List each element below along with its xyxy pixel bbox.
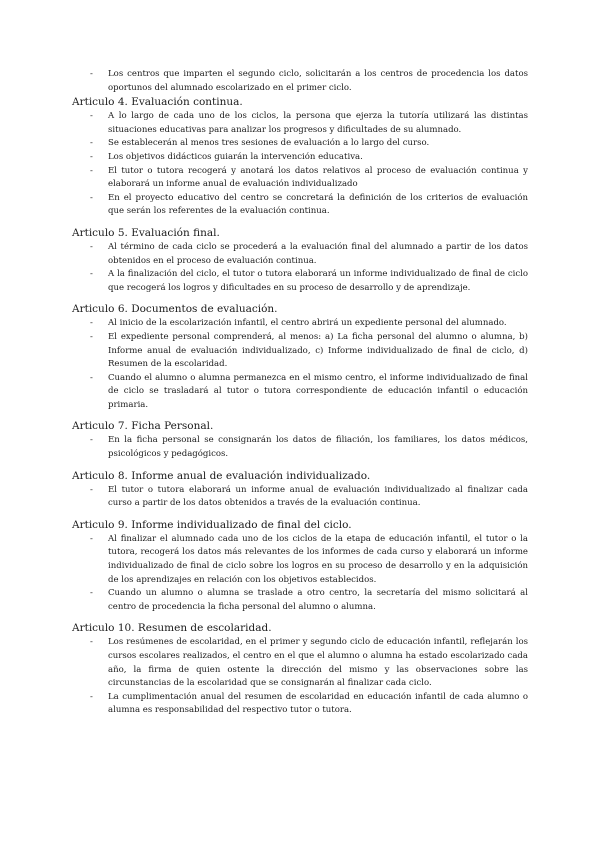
section-articulo-6 bbox=[72, 302, 528, 412]
section-articulo-10 bbox=[72, 621, 528, 718]
bullet-dash: - bbox=[90, 637, 93, 648]
bullet-dash: - bbox=[90, 138, 93, 149]
section-articulo-8 bbox=[72, 469, 528, 511]
list-item bbox=[72, 587, 528, 614]
list-item bbox=[72, 165, 528, 192]
bullet-dash: - bbox=[90, 533, 93, 544]
document-body bbox=[72, 68, 528, 718]
list-item-text: En la ficha personal se consignarán los datos de filiación, los familiares, los datos médicos, psicológicos y pedagógicos. bbox=[108, 435, 528, 460]
bullet-dash: - bbox=[90, 269, 93, 280]
list-item-text: A la finalización del ciclo, el tutor o tutora elaborará un informe individualizado de final de ciclo que recogerá los logros y dificultades en su proceso de desarrollo y de aprendizaje. bbox=[108, 269, 528, 293]
list-item bbox=[72, 68, 528, 95]
bullet-dash: - bbox=[90, 192, 93, 203]
bullet-dash: - bbox=[90, 318, 93, 329]
list-item bbox=[72, 137, 528, 151]
list-item bbox=[72, 110, 528, 137]
list-item bbox=[72, 151, 528, 165]
bullet-dash: - bbox=[90, 331, 93, 342]
section-heading: Articulo 5. Evaluación final. bbox=[72, 226, 220, 239]
list-item-text: Al término de cada ciclo se procederá a la evaluación final del alumnado a partir de los datos obtenidos en el proceso de evaluación continua. bbox=[108, 241, 528, 266]
bullet-dash: - bbox=[90, 69, 93, 79]
list-item-text: La cumplimentación anual del resumen de escolaridad en educación infantil de cada alumno o alumna es responsabilidad del respectivo tutor o tutora. bbox=[108, 691, 528, 716]
section-list bbox=[72, 484, 528, 511]
section-articulo-4 bbox=[72, 95, 528, 219]
list-item bbox=[72, 268, 528, 295]
list-item-text: Al inicio de la escolarización infantil, el centro abrirá un expediente personal del alumnado. bbox=[108, 318, 507, 329]
section-articulo-9 bbox=[72, 518, 528, 615]
section-list bbox=[72, 434, 528, 461]
list-item-text: Cuando un alumno o alumna se traslade a otro centro, la secretaría del mismo solicitará al centro de procedencia la ficha personal del alumno o alumna. bbox=[108, 588, 528, 612]
list-item bbox=[72, 434, 528, 461]
list-item bbox=[72, 372, 528, 413]
list-item-text: Los objetivos didácticos guiarán la intervención educativa. bbox=[108, 151, 363, 162]
list-item-text: Al finalizar el alumnado cada uno de los ciclos de la etapa de educación infantil, el tutor o la tutora, recogerá los datos más relevantes de los informes de cada curso y elaborará un informe individualizado de final de ciclo sobre los logros en su proceso de desarrollo y en la adquisición de los aprendizajes en relación con los objetivos establecidos. bbox=[108, 533, 528, 585]
section-heading: Articulo 6. Documentos de evaluación. bbox=[72, 303, 278, 316]
list-item bbox=[72, 636, 528, 690]
list-item bbox=[72, 331, 528, 372]
bullet-dash: - bbox=[90, 165, 93, 176]
list-item bbox=[72, 533, 528, 587]
list-item-text: Se establecerán al menos tres sesiones de evaluación a lo largo del curso. bbox=[108, 138, 430, 149]
section-articulo-7 bbox=[72, 419, 528, 461]
bullet-dash: - bbox=[90, 435, 93, 446]
list-item-text: El tutor o tutora recogerá y anotará los datos relativos al proceso de evaluación continua y elaborará un informe anual de evaluación individualizado bbox=[108, 165, 528, 190]
section-heading: Articulo 9. Informe individualizado de final del ciclo. bbox=[72, 518, 352, 531]
list-item bbox=[72, 691, 528, 718]
bullet-dash: - bbox=[90, 111, 93, 122]
bullet-dash: - bbox=[90, 372, 93, 383]
list-item-text: En el proyecto educativo del centro se concretará la definición de los criterios de evaluación que serán los referentes de la evaluación continua. bbox=[108, 192, 528, 217]
section-heading: Articulo 7. Ficha Personal. bbox=[72, 420, 214, 433]
list-item-text: El expediente personal comprenderá, al menos: a) La ficha personal del alumno o alumna, b) Informe anual de evaluación individualizado, c) Informe individualizado de final de ciclo, d) Resumen de la escolaridad. bbox=[108, 331, 528, 370]
section-heading: Articulo 4. Evaluación continua. bbox=[72, 96, 243, 109]
list-item bbox=[72, 192, 528, 219]
bullet-dash: - bbox=[90, 588, 93, 599]
list-item-text: A lo largo de cada uno de los ciclos, la persona que ejerza la tutoría utilizará las distintas situaciones educativas para analizar los progresos y dificultades de su alumnado. bbox=[108, 111, 528, 135]
section-list bbox=[72, 636, 528, 718]
bullet-dash: - bbox=[90, 151, 93, 162]
section-list bbox=[72, 110, 528, 219]
section-articulo-5 bbox=[72, 226, 528, 295]
intro-list bbox=[72, 68, 528, 95]
section-list bbox=[72, 317, 528, 412]
section-heading: Articulo 10. Resumen de escolaridad. bbox=[72, 622, 272, 635]
list-item-text: Los resúmenes de escolaridad, en el primer y segundo ciclo de educación infantil, reflejarán los cursos escolares realizados, el centro en el que el alumno o alumna ha estado escolarizado cada año, la firma de quien ostente la dirección del mismo y las observaciones sobre las circunstancias de la escolaridad que se consignarán al finalizar cada ciclo. bbox=[108, 637, 528, 689]
list-item bbox=[72, 317, 528, 331]
bullet-dash: - bbox=[90, 484, 93, 495]
list-item-text: El tutor o tutora elaborará un informe anual de evaluación individualizado al finalizar cada curso a partir de los datos obtenidos a través de la evaluación continua. bbox=[108, 484, 528, 509]
bullet-dash: - bbox=[90, 691, 93, 702]
list-item-text: Cuando el alumno o alumna permanezca en el mismo centro, el informe individualizado de final de ciclo se trasladará al tutor o tutora correspondiente de educación infantil o educación primaria. bbox=[108, 372, 528, 410]
bullet-dash: - bbox=[90, 241, 93, 252]
section-list bbox=[72, 533, 528, 615]
list-item-text: Los centros que imparten el segundo ciclo, solicitarán a los centros de procedencia los datos oportunos del alumnado escolarizado en el primer ciclo. bbox=[108, 69, 528, 93]
list-item bbox=[72, 484, 528, 511]
section-heading: Articulo 8. Informe anual de evaluación individualizado. bbox=[72, 469, 371, 482]
section-list bbox=[72, 241, 528, 295]
list-item bbox=[72, 241, 528, 268]
